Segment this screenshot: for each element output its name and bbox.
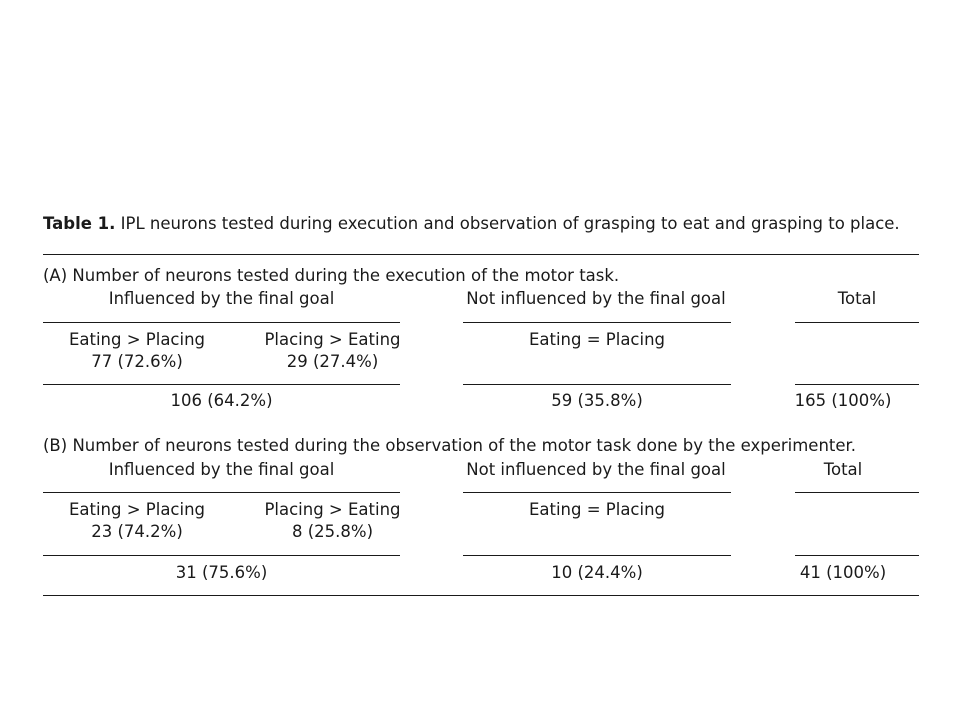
section-b-influenced-header: Influenced by the final goal (108, 460, 335, 479)
bottom-rule (43, 595, 919, 596)
section-b-total-header: Total (823, 460, 863, 479)
section-a-eating-gt-placing-label: Eating > Placing (68, 330, 206, 349)
section-b-rule-influenced-bottom (43, 555, 400, 556)
section-b-not-influenced-total: 10 (24.4%) (551, 563, 643, 582)
section-b-grand-total: 41 (100%) (799, 563, 887, 582)
section-a-grand-total: 165 (100%) (794, 391, 892, 410)
section-a-eating-gt-placing-value: 77 (72.6%) (91, 352, 183, 371)
table-caption (43, 214, 900, 234)
section-b-eating-gt-placing-value: 23 (74.2%) (91, 522, 183, 541)
section-b-title: (B) Number of neurons tested during the observation of the motor task done by the experimenter. (43, 436, 857, 455)
section-b-influenced-total: 31 (75.6%) (175, 563, 268, 582)
section-a-placing-gt-eating-label: Placing > Eating (264, 330, 401, 349)
section-a-not-influenced-total: 59 (35.8%) (551, 391, 643, 410)
section-a-rule-influenced-bottom (43, 384, 400, 385)
section-b-not-influenced-header: Not influenced by the final goal (466, 460, 726, 479)
caption-text: IPL neurons tested during execution and observation of grasping to eat and grasping to place. (120, 214, 900, 233)
section-b-rule-total-top (795, 492, 919, 493)
section-a-rule-total-top (795, 322, 919, 323)
section-a-placing-gt-eating-value: 29 (27.4%) (286, 352, 379, 371)
section-a-rule-not-influenced-bottom (463, 384, 731, 385)
section-b-rule-not-influenced-top (463, 492, 731, 493)
section-b-rule-not-influenced-bottom (463, 555, 731, 556)
section-a-eating-eq-placing-label: Eating = Placing (528, 330, 666, 349)
section-b-eating-gt-placing-label: Eating > Placing (68, 500, 206, 519)
section-b-rule-influenced-top (43, 492, 400, 493)
section-b-rule-total-bottom (795, 555, 919, 556)
section-a-rule-influenced-top (43, 322, 400, 323)
section-a-influenced-header: Influenced by the final goal (108, 289, 335, 308)
section-b-placing-gt-eating-label: Placing > Eating (264, 500, 401, 519)
section-a-title: (A) Number of neurons tested during the execution of the motor task. (43, 266, 620, 285)
section-b-eating-eq-placing-label: Eating = Placing (528, 500, 666, 519)
section-a-rule-total-bottom (795, 384, 919, 385)
section-a-rule-not-influenced-top (463, 322, 731, 323)
section-a-not-influenced-header: Not influenced by the final goal (466, 289, 726, 308)
section-a-influenced-total: 106 (64.2%) (170, 391, 273, 410)
section-a-total-header: Total (837, 289, 877, 308)
section-b-placing-gt-eating-value: 8 (25.8%) (291, 522, 374, 541)
top-rule (43, 254, 919, 255)
caption-label: Table 1. (43, 214, 116, 233)
